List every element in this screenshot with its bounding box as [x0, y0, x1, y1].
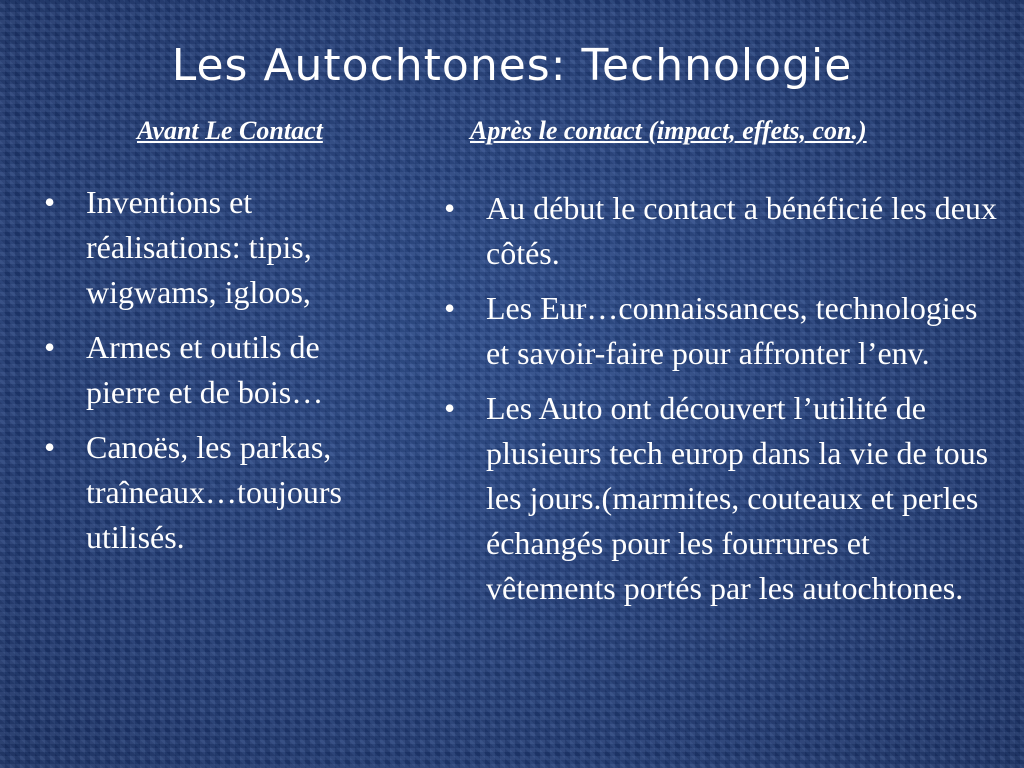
left-bullet-list — [44, 180, 400, 570]
bullet-icon: • — [444, 190, 456, 226]
list-item — [44, 325, 400, 415]
bullet-icon: • — [44, 329, 56, 365]
list-item — [44, 180, 400, 315]
bullet-text: Armes et outils de pierre et de bois… — [86, 329, 324, 410]
bullet-text: Canoës, les parkas, traîneaux…toujours utilisés. — [86, 429, 342, 555]
slide-title: Les Autochtones: Technologie — [171, 40, 853, 91]
right-column-heading: Après le contact (impact, effets, con.) — [470, 116, 867, 145]
bullet-icon: • — [44, 184, 56, 220]
bullet-text: Les Eur…connaissances, technologies et savoir-faire pour affronter l’env. — [486, 290, 978, 371]
bullet-text: Au début le contact a bénéficié les deux côtés. — [486, 190, 997, 271]
list-item — [444, 386, 1004, 611]
bullet-icon: • — [444, 390, 456, 426]
right-bullet-list — [444, 186, 1004, 621]
list-item — [44, 425, 400, 560]
left-column-heading: Avant Le Contact — [137, 116, 323, 145]
bullet-icon: • — [444, 290, 456, 326]
bullet-text: Inventions et réalisations: tipis, wigwams, igloos, — [86, 184, 312, 310]
bullet-icon: • — [44, 429, 56, 465]
bullet-text: Les Auto ont découvert l’utilité de plusieurs tech europ dans la vie de tous les jours.(marmites, couteaux et perles échangés pour les fourrures et vêtements portés par les autochtones. — [486, 390, 989, 606]
list-item — [444, 286, 1004, 376]
list-item — [444, 186, 1004, 276]
